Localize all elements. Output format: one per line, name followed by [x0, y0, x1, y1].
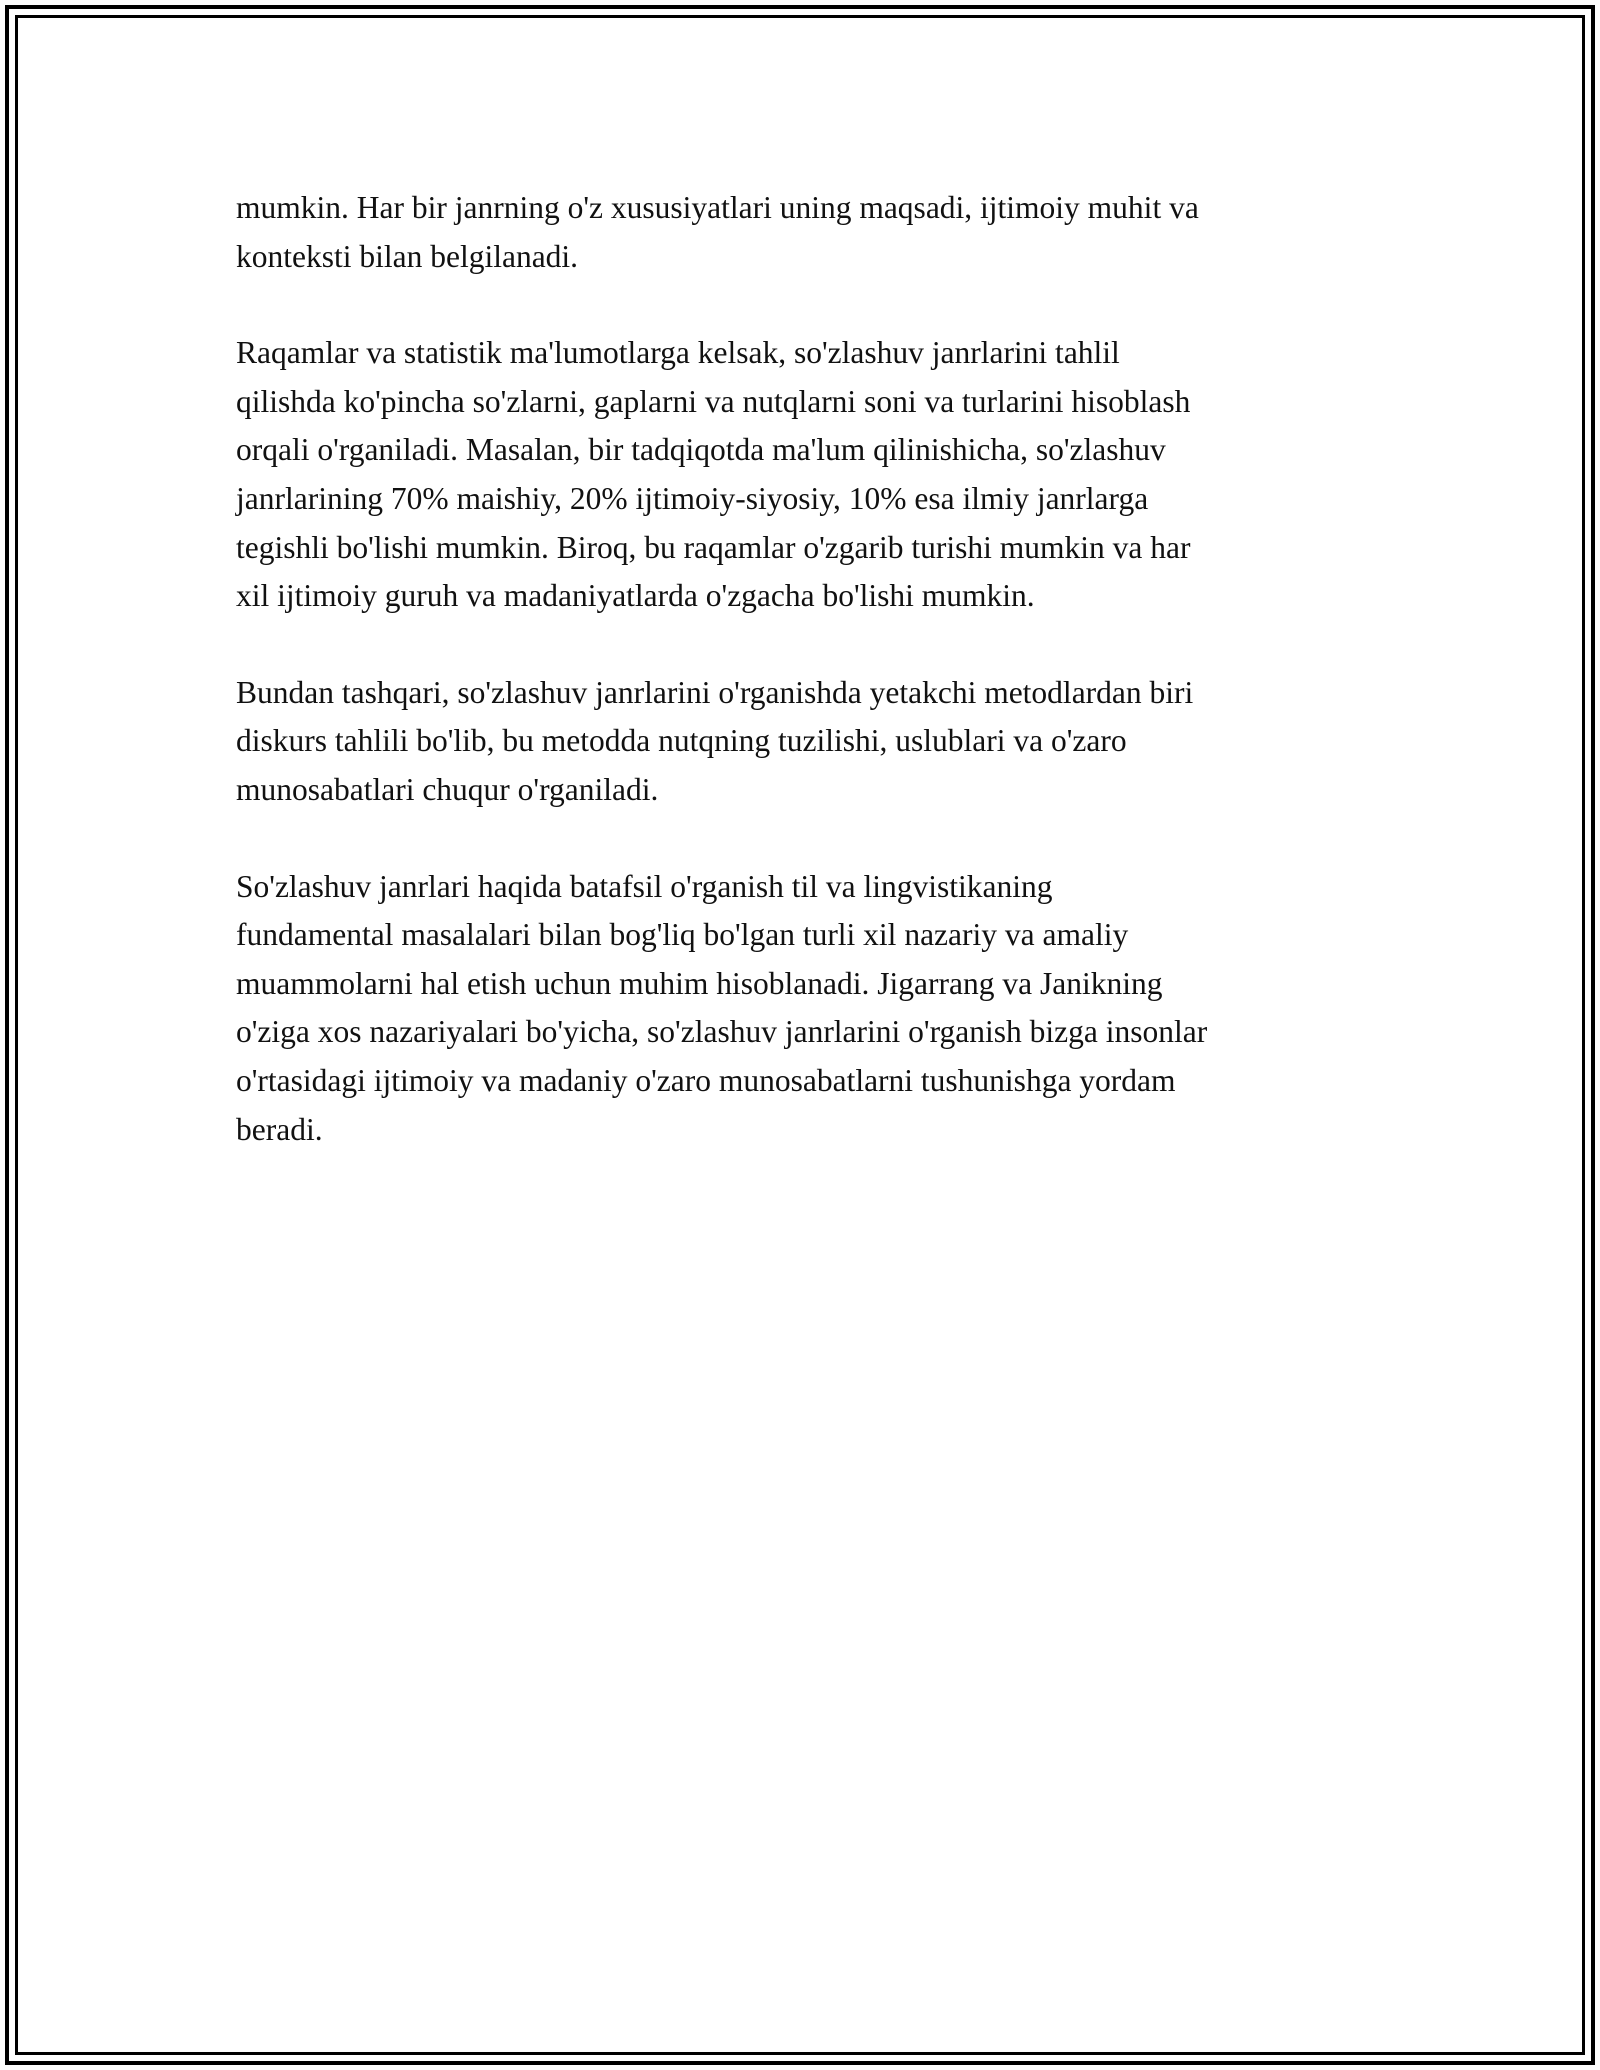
text-line: orqali o'rganiladi. Masalan, bir tadqiqotda ma'lum qilinishicha, so'zlashuv: [236, 432, 1166, 468]
text-line: muammolarni hal etish uchun muhim hisoblanadi. Jigarrang va Janikning: [236, 965, 1163, 1001]
text-line: qilishda ko'pincha so'zlarni, gaplarni va nutqlarni soni va turlarini hisoblash: [236, 383, 1191, 419]
text-line: o'rtasidagi ijtimoiy va madaniy o'zaro munosabatlarni tushunishga yordam: [236, 1062, 1176, 1098]
paragraph-3: [236, 669, 1386, 815]
text-line: xil ijtimoiy guruh va madaniyatlarda o'zgacha bo'lishi mumkin.: [236, 578, 1035, 614]
paragraph-1: [236, 184, 1386, 281]
text-line: munosabatlari chuqur o'rganiladi.: [236, 771, 659, 807]
text-line: tegishli bo'lishi mumkin. Biroq, bu raqamlar o'zgarib turishi mumkin va har: [236, 529, 1191, 565]
text-line: diskurs tahlili bo'lib, bu metodda nutqning tuzilishi, uslublari va o'zaro: [236, 723, 1127, 759]
paragraph-2: [236, 329, 1386, 621]
text-line: beradi.: [236, 1111, 323, 1147]
text-line: Raqamlar va statistik ma'lumotlarga kelsak, so'zlashuv janrlarini tahlil: [236, 335, 1120, 371]
text-line: fundamental masalalari bilan bog'liq bo'lgan turli xil nazariy va amaliy: [236, 917, 1129, 953]
document-body: [236, 184, 1386, 1202]
text-line: mumkin. Har bir janrning o'z xususiyatlari uning maqsadi, ijtimoiy muhit va: [236, 190, 1199, 225]
text-line: Bundan tashqari, so'zlashuv janrlarini o'rganishda yetakchi metodlardan biri: [236, 674, 1194, 710]
text-line: konteksti bilan belgilanadi.: [236, 238, 579, 274]
text-line: o'ziga xos nazariyalari bo'yicha, so'zlashuv janrlarini o'rganish bizga insonlar: [236, 1014, 1208, 1050]
text-line: janrlarining 70% maishiy, 20% ijtimoiy-siyosiy, 10% esa ilmiy janrlarga: [236, 480, 1149, 516]
paragraph-4: [236, 863, 1386, 1155]
text-line: So'zlashuv janrlari haqida batafsil o'rganish til va lingvistikaning: [236, 868, 1053, 904]
